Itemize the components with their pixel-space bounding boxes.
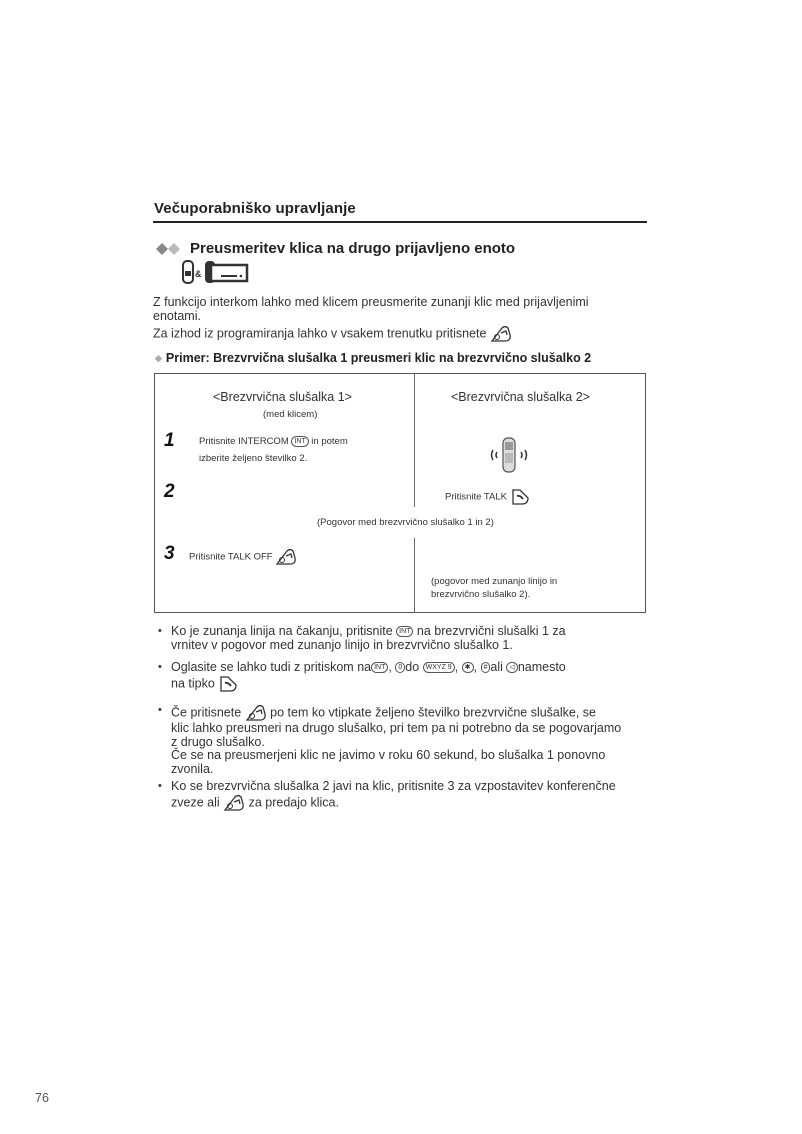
intro-line-3 bbox=[153, 325, 512, 343]
diamond-bullet-icon: ◆ bbox=[155, 353, 162, 363]
bullet-3-text: Če pritisnete bbox=[171, 705, 242, 720]
step-1-text-post: in potem bbox=[311, 436, 348, 447]
handset-and-base-icon bbox=[181, 259, 249, 285]
bullet-dot: • bbox=[158, 780, 162, 792]
bullet-dot: • bbox=[158, 661, 162, 673]
bullet-2-text-post: namesto bbox=[517, 660, 566, 674]
step-1-text: Pritisnite INTERCOM bbox=[199, 436, 289, 447]
bullet-1-text: Ko je zunanja linija na čakanju, pritisnite bbox=[171, 624, 393, 638]
bullet-dot: • bbox=[158, 625, 162, 637]
bullet-3-line-5: zvonila. bbox=[171, 761, 214, 776]
bullet-4-line-1: Ko se brezvrvična slušalka 2 javi na klic, pritisnite 3 za vzpostavitev konferenčne bbox=[171, 779, 616, 793]
step-number-3: 3 bbox=[164, 543, 175, 564]
nine-key-icon: WXYZ 9 bbox=[423, 662, 455, 673]
ringing-handset-icon bbox=[489, 436, 529, 476]
note-bullet-2 bbox=[158, 661, 658, 693]
bullet-4-text: zveze ali bbox=[171, 794, 220, 809]
intro-line-1: Z funkcijo interkom lahko med klicem preusmerite zunanji klic med prijavljenimi bbox=[153, 295, 589, 309]
bullet-4-text-post: za predajo klica. bbox=[248, 794, 339, 809]
speaker-key-icon: ◁ bbox=[506, 662, 517, 673]
procedure-table bbox=[154, 373, 646, 613]
talk-key-icon bbox=[218, 675, 238, 693]
int-key-icon: INT bbox=[291, 436, 308, 447]
note-bullet-1 bbox=[158, 625, 658, 652]
note-bullet-4 bbox=[158, 780, 658, 812]
bullet-3-line-2: klic lahko preusmeri na drugo slušalko, pri tem pa ni potrebno da se pogovarjamo bbox=[171, 721, 622, 735]
section-divider bbox=[153, 221, 647, 223]
bullet-3-line-4: Če se na preusmerjeni klic ne javimo v roku 60 sekund, bo slušalka 1 ponovno bbox=[171, 748, 606, 762]
int-key-icon: INT bbox=[396, 626, 413, 637]
step-1-line-1 bbox=[199, 435, 348, 449]
col1-header: <Brezvrvična slušalka 1> bbox=[213, 390, 352, 404]
col2-header: <Brezvrvična slušalka 2> bbox=[451, 390, 590, 404]
intro-line-3-text: Za izhod iz programiranja lahko v vsakem trenutku pritisnete bbox=[153, 326, 487, 341]
example-label-text: Primer: Brezvrvična slušalka 1 preusmeri klic na brezvrvično slušalko 2 bbox=[165, 351, 592, 365]
int-key-icon: INT bbox=[371, 662, 388, 673]
step-3-left bbox=[189, 548, 297, 566]
star-key-icon: ✱ bbox=[462, 662, 474, 673]
bullet-2-text: Oglasite se lahko tudi z pritiskom na bbox=[171, 660, 372, 674]
col1-subheader: (med klicem) bbox=[263, 409, 318, 420]
note-bullet-3 bbox=[158, 704, 658, 776]
page-number: 76 bbox=[35, 1091, 49, 1105]
bullet-3-line-3: z drugo slušalko. bbox=[171, 734, 265, 749]
svg-text:&: & bbox=[195, 269, 202, 279]
step-1-line-2: izberite željeno številko 2. bbox=[199, 453, 308, 464]
zero-key-icon: 0 bbox=[395, 662, 405, 673]
separator: , bbox=[454, 660, 459, 674]
hash-key-icon: # bbox=[481, 662, 491, 673]
bullet-1-line-2: vrnitev v pogovor med zunanjo linijo in brezvrvično slušalko 1. bbox=[171, 637, 513, 652]
device-icons bbox=[181, 259, 249, 285]
section-title: Večuporabniško upravljanje bbox=[154, 200, 356, 217]
talk-off-key-icon bbox=[490, 325, 512, 343]
talk-off-key-icon bbox=[223, 794, 245, 812]
intro-line-2: enotami. bbox=[153, 309, 201, 323]
right-note-2: brezvrvično slušalko 2). bbox=[431, 589, 531, 600]
separator: , bbox=[388, 660, 392, 674]
step-2-text: Pritisnite TALK bbox=[445, 491, 507, 503]
right-note-1: (pogovor med zunanjo linijo in bbox=[431, 576, 558, 587]
separator: , bbox=[473, 660, 478, 674]
step-number-2: 2 bbox=[164, 481, 175, 502]
talk-off-key-icon bbox=[275, 548, 297, 566]
column-divider bbox=[414, 538, 415, 613]
talk-off-key-icon bbox=[245, 704, 267, 722]
bullet-2-line-2: na tipko bbox=[171, 675, 215, 690]
column-divider bbox=[414, 374, 415, 507]
bullet-3-text-post: po tem ko vtipkate željeno številko brezvrvične slušalke, se bbox=[270, 705, 596, 720]
step-3-text: Pritisnite TALK OFF bbox=[189, 551, 273, 563]
do-text: do bbox=[405, 660, 420, 674]
bullet-1-text-post: na brezvrvični slušalki 1 za bbox=[416, 624, 566, 638]
section-heading: Preusmeritev klica na drugo prijavljeno enoto bbox=[190, 240, 516, 257]
double-diamond-icon bbox=[156, 243, 186, 255]
step-2-right bbox=[445, 488, 530, 506]
example-label bbox=[155, 351, 591, 365]
ali-text: ali bbox=[490, 660, 503, 674]
bullet-dot: • bbox=[158, 704, 162, 716]
talk-key-icon bbox=[510, 488, 530, 506]
step-number-1: 1 bbox=[164, 430, 175, 451]
middle-note: (Pogovor med brezvrvično slušalko 1 in 2) bbox=[317, 517, 494, 528]
